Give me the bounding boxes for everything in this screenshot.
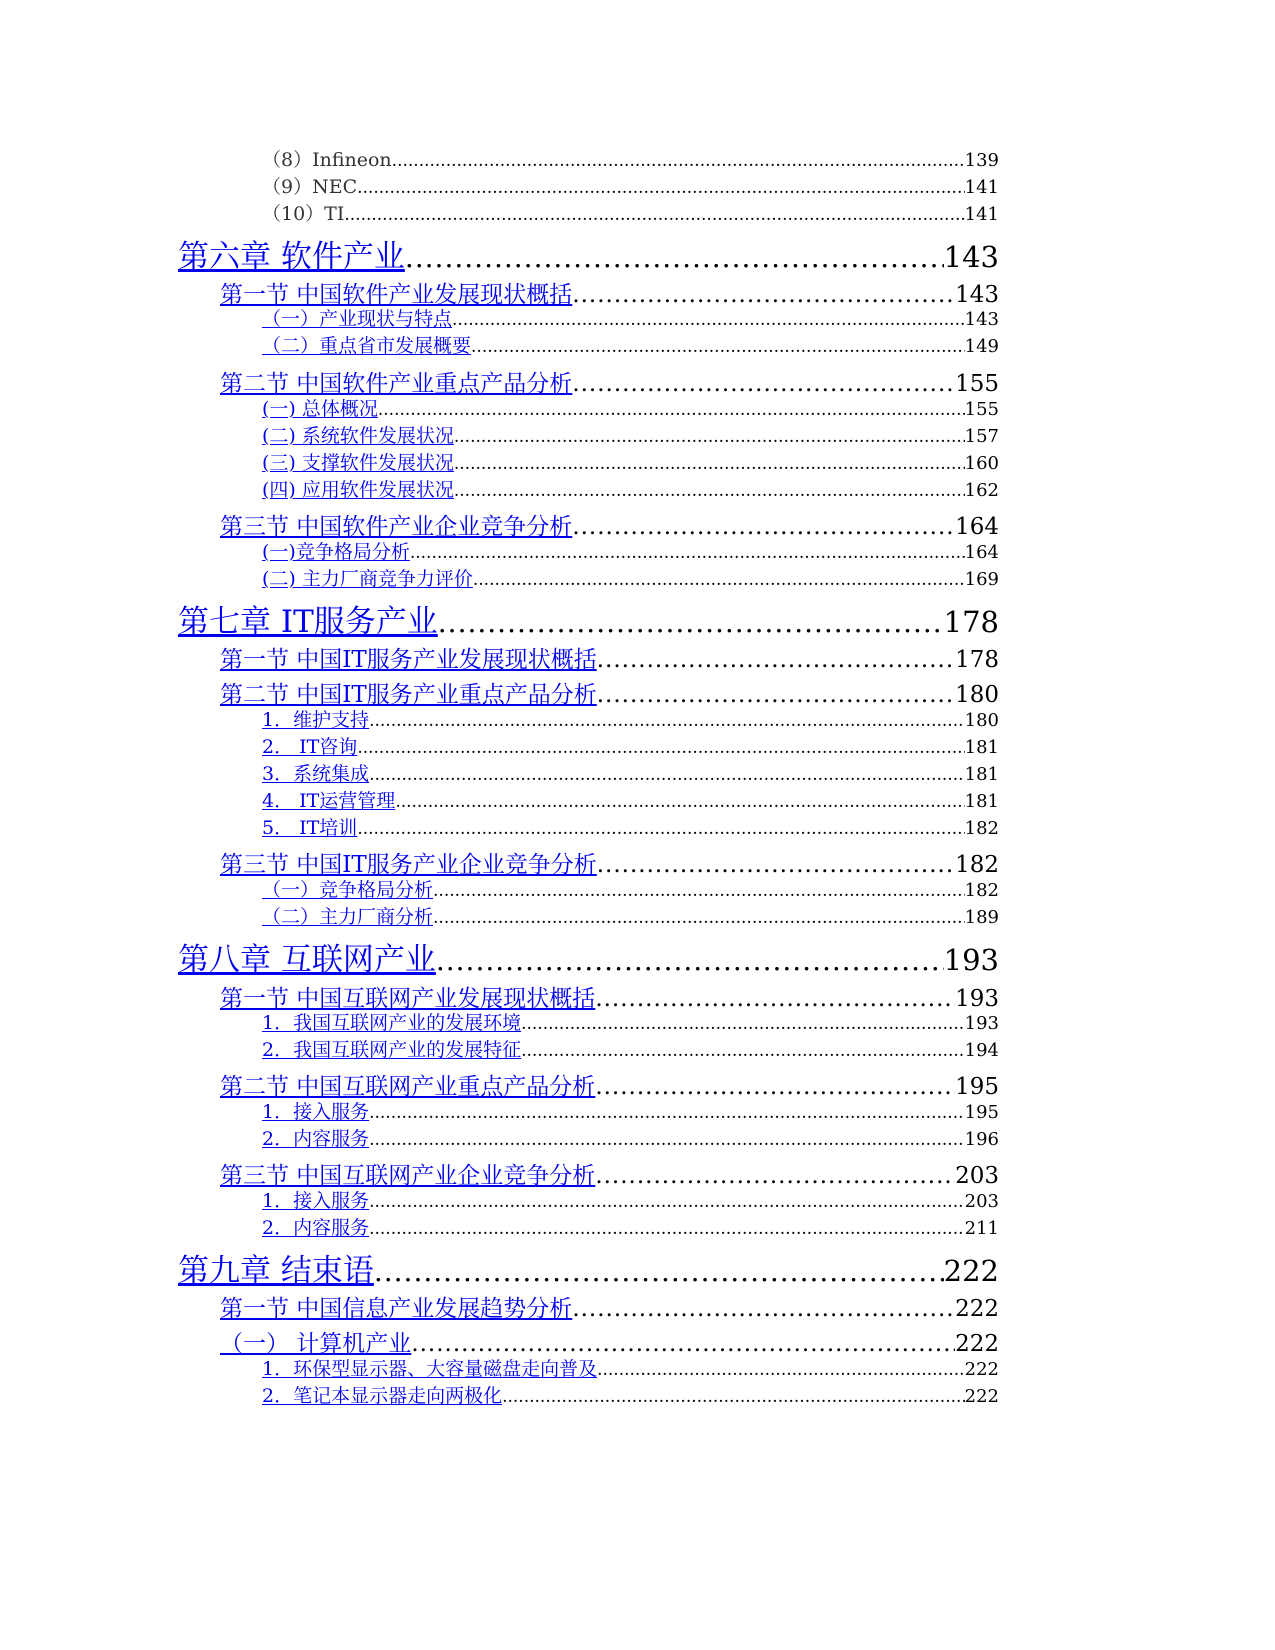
toc-section-entry[interactable] xyxy=(220,1290,999,1320)
toc-entry-title[interactable]: 第一节 中国信息产业发展趋势分析 xyxy=(220,1296,573,1322)
toc-dot-leader xyxy=(392,151,965,171)
toc-entry-title[interactable]: 第九章 结束语 xyxy=(178,1253,374,1289)
toc-page-number: 182 xyxy=(964,880,999,901)
toc-entry-title[interactable]: 第八章 互联网产业 xyxy=(178,942,436,978)
toc-dot-leader xyxy=(433,881,965,901)
toc-entry-title[interactable]: 第一节 中国软件产业发展现状概括 xyxy=(220,282,573,308)
toc-page-number: 178 xyxy=(943,605,999,639)
toc-page-number: 180 xyxy=(964,710,999,731)
toc-dot-leader xyxy=(369,765,965,785)
toc-dot-leader xyxy=(454,427,965,447)
toc-item-entry[interactable] xyxy=(262,1354,999,1378)
toc-entry-title[interactable]: 1．环保型显示器、大容量磁盘走向普及 xyxy=(262,1358,598,1380)
toc-entry-title[interactable]: （一）竞争格局分析 xyxy=(262,879,434,901)
toc-entry-title[interactable]: 第七章 IT服务产业 xyxy=(178,604,438,640)
toc-page-number: 203 xyxy=(955,1163,999,1189)
toc-section-entry[interactable] xyxy=(220,641,999,671)
toc-dot-leader xyxy=(433,908,965,928)
toc-dot-leader xyxy=(369,1192,965,1212)
toc-page-number: 203 xyxy=(964,1191,999,1212)
toc-item-entry[interactable] xyxy=(262,1186,999,1210)
toc-item-entry[interactable] xyxy=(262,1213,999,1237)
toc-page-number: 194 xyxy=(964,1040,999,1061)
toc-page-number: 157 xyxy=(964,426,999,447)
toc-subsection-entry[interactable] xyxy=(262,394,999,418)
toc-page-number: 169 xyxy=(964,569,999,590)
toc-dot-leader xyxy=(597,1360,965,1380)
toc-section-entry[interactable] xyxy=(220,1068,999,1098)
toc-dot-leader xyxy=(395,792,964,812)
toc-subsection-entry[interactable] xyxy=(262,902,999,926)
toc-page-number: 143 xyxy=(943,240,999,274)
toc-item-entry xyxy=(262,199,999,223)
toc-entry-title[interactable]: （一）产业现状与特点 xyxy=(262,308,453,330)
toc-subsection-entry[interactable] xyxy=(262,448,999,472)
toc-dot-leader xyxy=(521,1014,965,1034)
toc-entry-title[interactable]: (二) 主力厂商竞争力评价 xyxy=(262,568,473,590)
toc-subsection-entry[interactable] xyxy=(262,421,999,445)
toc-dot-leader xyxy=(369,711,965,731)
toc-dot-leader xyxy=(374,1255,944,1288)
toc-entry-title[interactable]: 第六章 软件产业 xyxy=(178,239,405,275)
toc-entry-title: （8）Infineon xyxy=(262,149,392,171)
toc-subsection-entry[interactable] xyxy=(262,537,999,561)
toc-dot-leader xyxy=(438,606,944,639)
toc-entry-title: （10）TI xyxy=(262,203,345,225)
toc-page-number: 162 xyxy=(964,480,999,501)
toc-dot-leader xyxy=(502,1387,965,1407)
toc-page-number: 155 xyxy=(964,399,999,420)
toc-item-entry[interactable] xyxy=(262,1124,999,1148)
toc-subsection-entry[interactable] xyxy=(262,475,999,499)
toc-entry-title[interactable]: 1．接入服务 xyxy=(262,1101,370,1123)
toc-chapter-entry[interactable] xyxy=(178,934,999,978)
toc-page-number: 181 xyxy=(964,791,999,812)
toc-item-entry[interactable] xyxy=(262,759,999,783)
toc-entry-title[interactable]: 2．笔记本显示器走向两极化 xyxy=(262,1385,503,1407)
toc-item-entry[interactable] xyxy=(262,1097,999,1121)
toc-page-number: 222 xyxy=(955,1296,999,1322)
toc-page-number: 193 xyxy=(955,986,999,1012)
toc-page-number: 164 xyxy=(964,542,999,563)
toc-dot-leader xyxy=(436,944,944,977)
toc-entry-title[interactable]: 第三节 中国软件产业企业竞争分析 xyxy=(220,514,573,540)
toc-section-entry[interactable] xyxy=(220,1325,999,1355)
toc-page-number: 143 xyxy=(955,282,999,308)
toc-page-number: 149 xyxy=(964,336,999,357)
toc-item-entry[interactable] xyxy=(262,705,999,729)
toc-chapter-entry[interactable] xyxy=(178,1245,999,1289)
toc-dot-leader xyxy=(357,178,965,198)
toc-entry-title[interactable]: 第二节 中国IT服务产业重点产品分析 xyxy=(220,682,597,708)
toc-entry-title[interactable]: (一)竞争格局分析 xyxy=(262,541,410,563)
toc-entry-title[interactable]: 第二节 中国互联网产业重点产品分析 xyxy=(220,1074,596,1100)
toc-page-number: 160 xyxy=(964,453,999,474)
toc-page-number: 211 xyxy=(964,1218,999,1239)
toc-subsection-entry[interactable] xyxy=(262,331,999,355)
toc-dot-leader xyxy=(572,1296,955,1322)
toc-section-entry[interactable] xyxy=(220,276,999,306)
toc-item-entry[interactable] xyxy=(262,1008,999,1032)
toc-dot-leader xyxy=(410,543,965,563)
toc-section-entry[interactable] xyxy=(220,508,999,538)
toc-page-number: 222 xyxy=(943,1254,999,1288)
toc-item-entry[interactable] xyxy=(262,813,999,837)
toc-page-number: 141 xyxy=(964,204,999,225)
toc-dot-leader xyxy=(369,1219,965,1239)
toc-entry-title[interactable]: 第三节 中国IT服务产业企业竞争分析 xyxy=(220,852,597,878)
toc-dot-leader xyxy=(597,647,955,673)
toc-dot-leader xyxy=(357,819,964,839)
toc-dot-leader xyxy=(369,1103,965,1123)
toc-dot-leader xyxy=(473,570,965,590)
toc-item-entry[interactable] xyxy=(262,786,999,810)
toc-item-entry[interactable] xyxy=(262,732,999,756)
toc-section-entry[interactable] xyxy=(220,1157,999,1187)
toc-subsection-entry[interactable] xyxy=(262,875,999,899)
toc-page-number: 180 xyxy=(955,682,999,708)
toc-dot-leader xyxy=(369,1130,965,1150)
toc-chapter-entry[interactable] xyxy=(178,231,999,275)
toc-entry-title[interactable]: 第二节 中国软件产业重点产品分析 xyxy=(220,371,573,397)
toc-page-number: 181 xyxy=(964,764,999,785)
toc-dot-leader xyxy=(405,241,944,274)
toc-entry-title[interactable]: 2． IT咨询 xyxy=(262,736,358,758)
toc-dot-leader xyxy=(454,481,965,501)
toc-entry-title[interactable]: 2．内容服务 xyxy=(262,1128,370,1150)
toc-entry-title[interactable]: 2．我国互联网产业的发展特征 xyxy=(262,1039,522,1061)
toc-subsection-entry[interactable] xyxy=(262,304,999,328)
toc-page-number: 182 xyxy=(955,852,999,878)
toc-entry-title[interactable]: (三) 支撑软件发展状况 xyxy=(262,452,454,474)
toc-page-number: 193 xyxy=(943,943,999,977)
toc-entry-title[interactable]: （二）重点省市发展概要 xyxy=(262,335,472,357)
toc-page-number: 193 xyxy=(964,1013,999,1034)
toc-section-entry[interactable] xyxy=(220,980,999,1010)
toc-entry-title[interactable]: 第一节 中国互联网产业发展现状概括 xyxy=(220,986,596,1012)
toc-page-number: 155 xyxy=(955,371,999,397)
toc-entry-title[interactable]: 1．维护支持 xyxy=(262,709,370,731)
toc-dot-leader xyxy=(454,454,965,474)
toc-entry-title[interactable]: 4． IT运营管理 xyxy=(262,790,396,812)
toc-item-entry xyxy=(262,145,999,169)
toc-entry-title[interactable]: 1．我国互联网产业的发展环境 xyxy=(262,1012,522,1034)
toc-page-number: 195 xyxy=(955,1074,999,1100)
toc-page-number: 222 xyxy=(964,1386,999,1407)
toc-dot-leader xyxy=(452,310,965,330)
toc-page-number: 141 xyxy=(964,177,999,198)
toc-page-number: 196 xyxy=(964,1129,999,1150)
toc-item-entry[interactable] xyxy=(262,1035,999,1059)
toc-dot-leader xyxy=(378,400,965,420)
toc-page-number: 178 xyxy=(955,647,999,673)
toc-section-entry[interactable] xyxy=(220,846,999,876)
toc-dot-leader xyxy=(471,337,965,357)
toc-entry-title[interactable]: 1．接入服务 xyxy=(262,1190,370,1212)
toc-dot-leader xyxy=(357,738,964,758)
toc-page-number: 195 xyxy=(964,1102,999,1123)
toc-section-entry[interactable] xyxy=(220,676,999,706)
toc-page-number: 181 xyxy=(964,737,999,758)
toc-subsection-entry[interactable] xyxy=(262,564,999,588)
toc-entry-title[interactable]: 第三节 中国互联网产业企业竞争分析 xyxy=(220,1163,596,1189)
toc-entry-title[interactable]: (二) 系统软件发展状况 xyxy=(262,425,454,447)
toc-item-entry xyxy=(262,172,999,196)
toc-page-number: 143 xyxy=(964,309,999,330)
toc-dot-leader xyxy=(344,205,964,225)
toc-entry-title[interactable]: 5． IT培训 xyxy=(262,817,358,839)
toc-entry-title[interactable]: （一） 计算机产业 xyxy=(220,1331,412,1357)
toc-section-entry[interactable] xyxy=(220,365,999,395)
toc-page-number: 182 xyxy=(964,818,999,839)
toc-chapter-entry[interactable] xyxy=(178,596,999,640)
toc-entry-title[interactable]: 第一节 中国IT服务产业发展现状概括 xyxy=(220,647,597,673)
toc-entry-title[interactable]: 3．系统集成 xyxy=(262,763,370,785)
toc-item-entry[interactable] xyxy=(262,1381,999,1405)
toc-dot-leader xyxy=(521,1041,965,1061)
toc-page-number: 189 xyxy=(964,907,999,928)
toc-entry-title[interactable]: (四) 应用软件发展状况 xyxy=(262,479,454,501)
toc-page-number: 139 xyxy=(964,150,999,171)
toc-entry-title[interactable]: （二）主力厂商分析 xyxy=(262,906,434,928)
toc-page-number: 222 xyxy=(955,1331,999,1357)
toc-page-number: 222 xyxy=(964,1359,999,1380)
toc-entry-title: （9）NEC xyxy=(262,176,358,198)
toc-entry-title[interactable]: 2．内容服务 xyxy=(262,1217,370,1239)
toc-entry-title[interactable]: (一) 总体概况 xyxy=(262,398,378,420)
toc-page-number: 164 xyxy=(955,514,999,540)
